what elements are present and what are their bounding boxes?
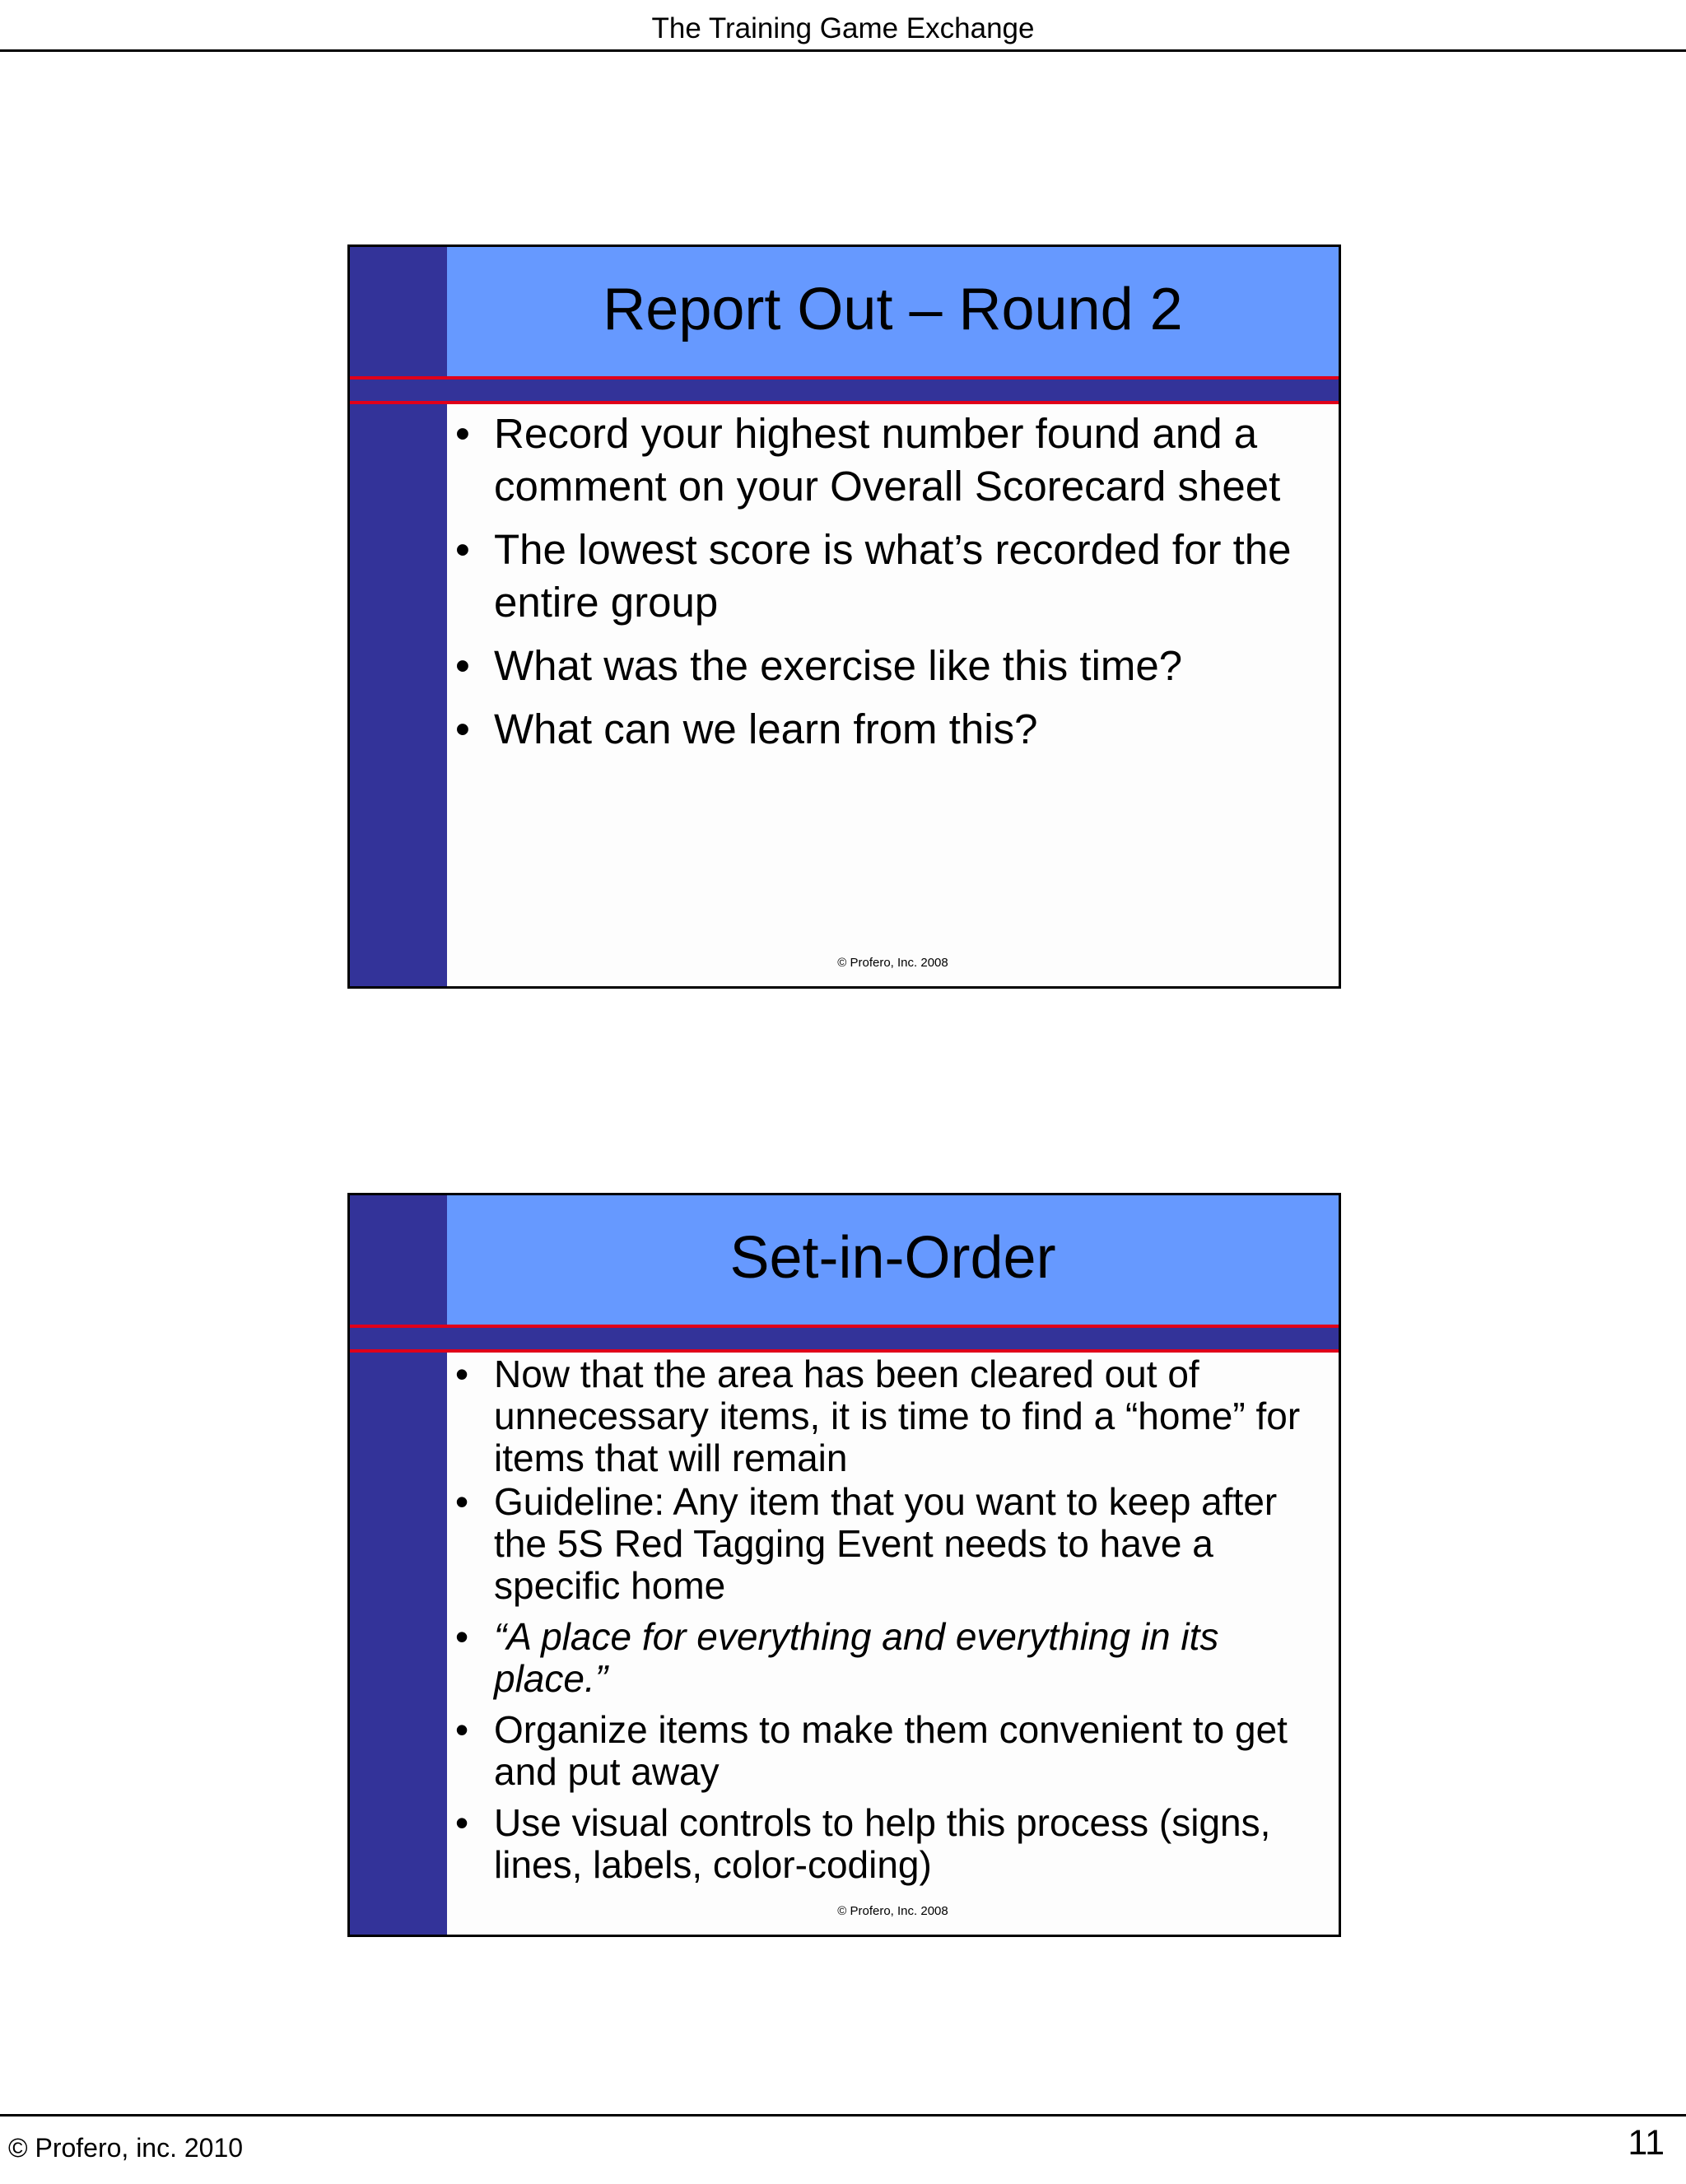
- bullet-item: [455, 407, 1324, 513]
- slide-sidebar: [350, 1195, 447, 1935]
- bullet-dot: •: [455, 1480, 469, 1523]
- bullet-text: The lowest score is what’s recorded for the entire group: [494, 526, 1292, 626]
- page-header: [0, 0, 1686, 52]
- page-footer: [0, 2114, 1686, 2184]
- slide-title: Report Out – Round 2: [603, 277, 1183, 342]
- page-header-title: The Training Game Exchange: [651, 12, 1035, 44]
- bullet-dot: •: [455, 1615, 469, 1658]
- slide-set-in-order: [347, 1193, 1341, 1937]
- bullet-item: [455, 703, 1324, 756]
- slide-divider-band: [350, 376, 1339, 404]
- bullet-dot: •: [455, 1801, 469, 1844]
- bullet-text: Now that the area has been cleared out of unnecessary items, it is time to find a “home” for items that will remain: [494, 1353, 1301, 1479]
- bullet-item: [455, 1802, 1324, 1886]
- bullet-text: What was the exercise like this time?: [494, 642, 1183, 689]
- bullet-list: [455, 1353, 1324, 1888]
- slide-report-out: [347, 244, 1341, 989]
- bullet-text: “A place for everything and everything in its place.”: [494, 1615, 1219, 1700]
- bullet-text: Organize items to make them convenient to get and put away: [494, 1708, 1288, 1793]
- divider-line-top: [350, 1325, 1339, 1328]
- bullet-item: [455, 640, 1324, 692]
- bullet-dot: •: [455, 1708, 469, 1751]
- bullet-list: [455, 407, 1324, 766]
- slide-divider-band: [350, 1325, 1339, 1353]
- bullet-dot: •: [455, 642, 470, 689]
- bullet-item: [455, 1481, 1324, 1607]
- bullet-dot: •: [455, 410, 470, 457]
- bullet-item: [455, 1709, 1324, 1793]
- bullet-item: [455, 1353, 1324, 1479]
- slide-copyright: © Profero, Inc. 2008: [837, 1904, 948, 1918]
- bullet-item: [455, 524, 1324, 629]
- bullet-text: Use visual controls to help this process (signs, lines, labels, color-coding): [494, 1801, 1271, 1886]
- bullet-text: Record your highest number found and a comment on your Overall Scorecard sheet: [494, 410, 1281, 510]
- slide-title: Set-in-Order: [729, 1225, 1056, 1291]
- bullet-dot: •: [455, 705, 470, 752]
- footer-copyright: © Profero, inc. 2010: [8, 2133, 244, 2163]
- bullet-dot: •: [455, 1353, 469, 1395]
- page-number: 11: [1628, 2123, 1665, 2163]
- divider-line-top: [350, 376, 1339, 380]
- bullet-dot: •: [455, 526, 470, 573]
- divider-line-bottom: [350, 401, 1339, 404]
- bullet-text: Guideline: Any item that you want to keep after the 5S Red Tagging Event needs to have a specific home: [494, 1480, 1278, 1607]
- slide-copyright: © Profero, Inc. 2008: [837, 956, 948, 970]
- slide-sidebar: [350, 247, 447, 986]
- bullet-item: [455, 1616, 1324, 1700]
- bullet-text: What can we learn from this?: [494, 705, 1038, 752]
